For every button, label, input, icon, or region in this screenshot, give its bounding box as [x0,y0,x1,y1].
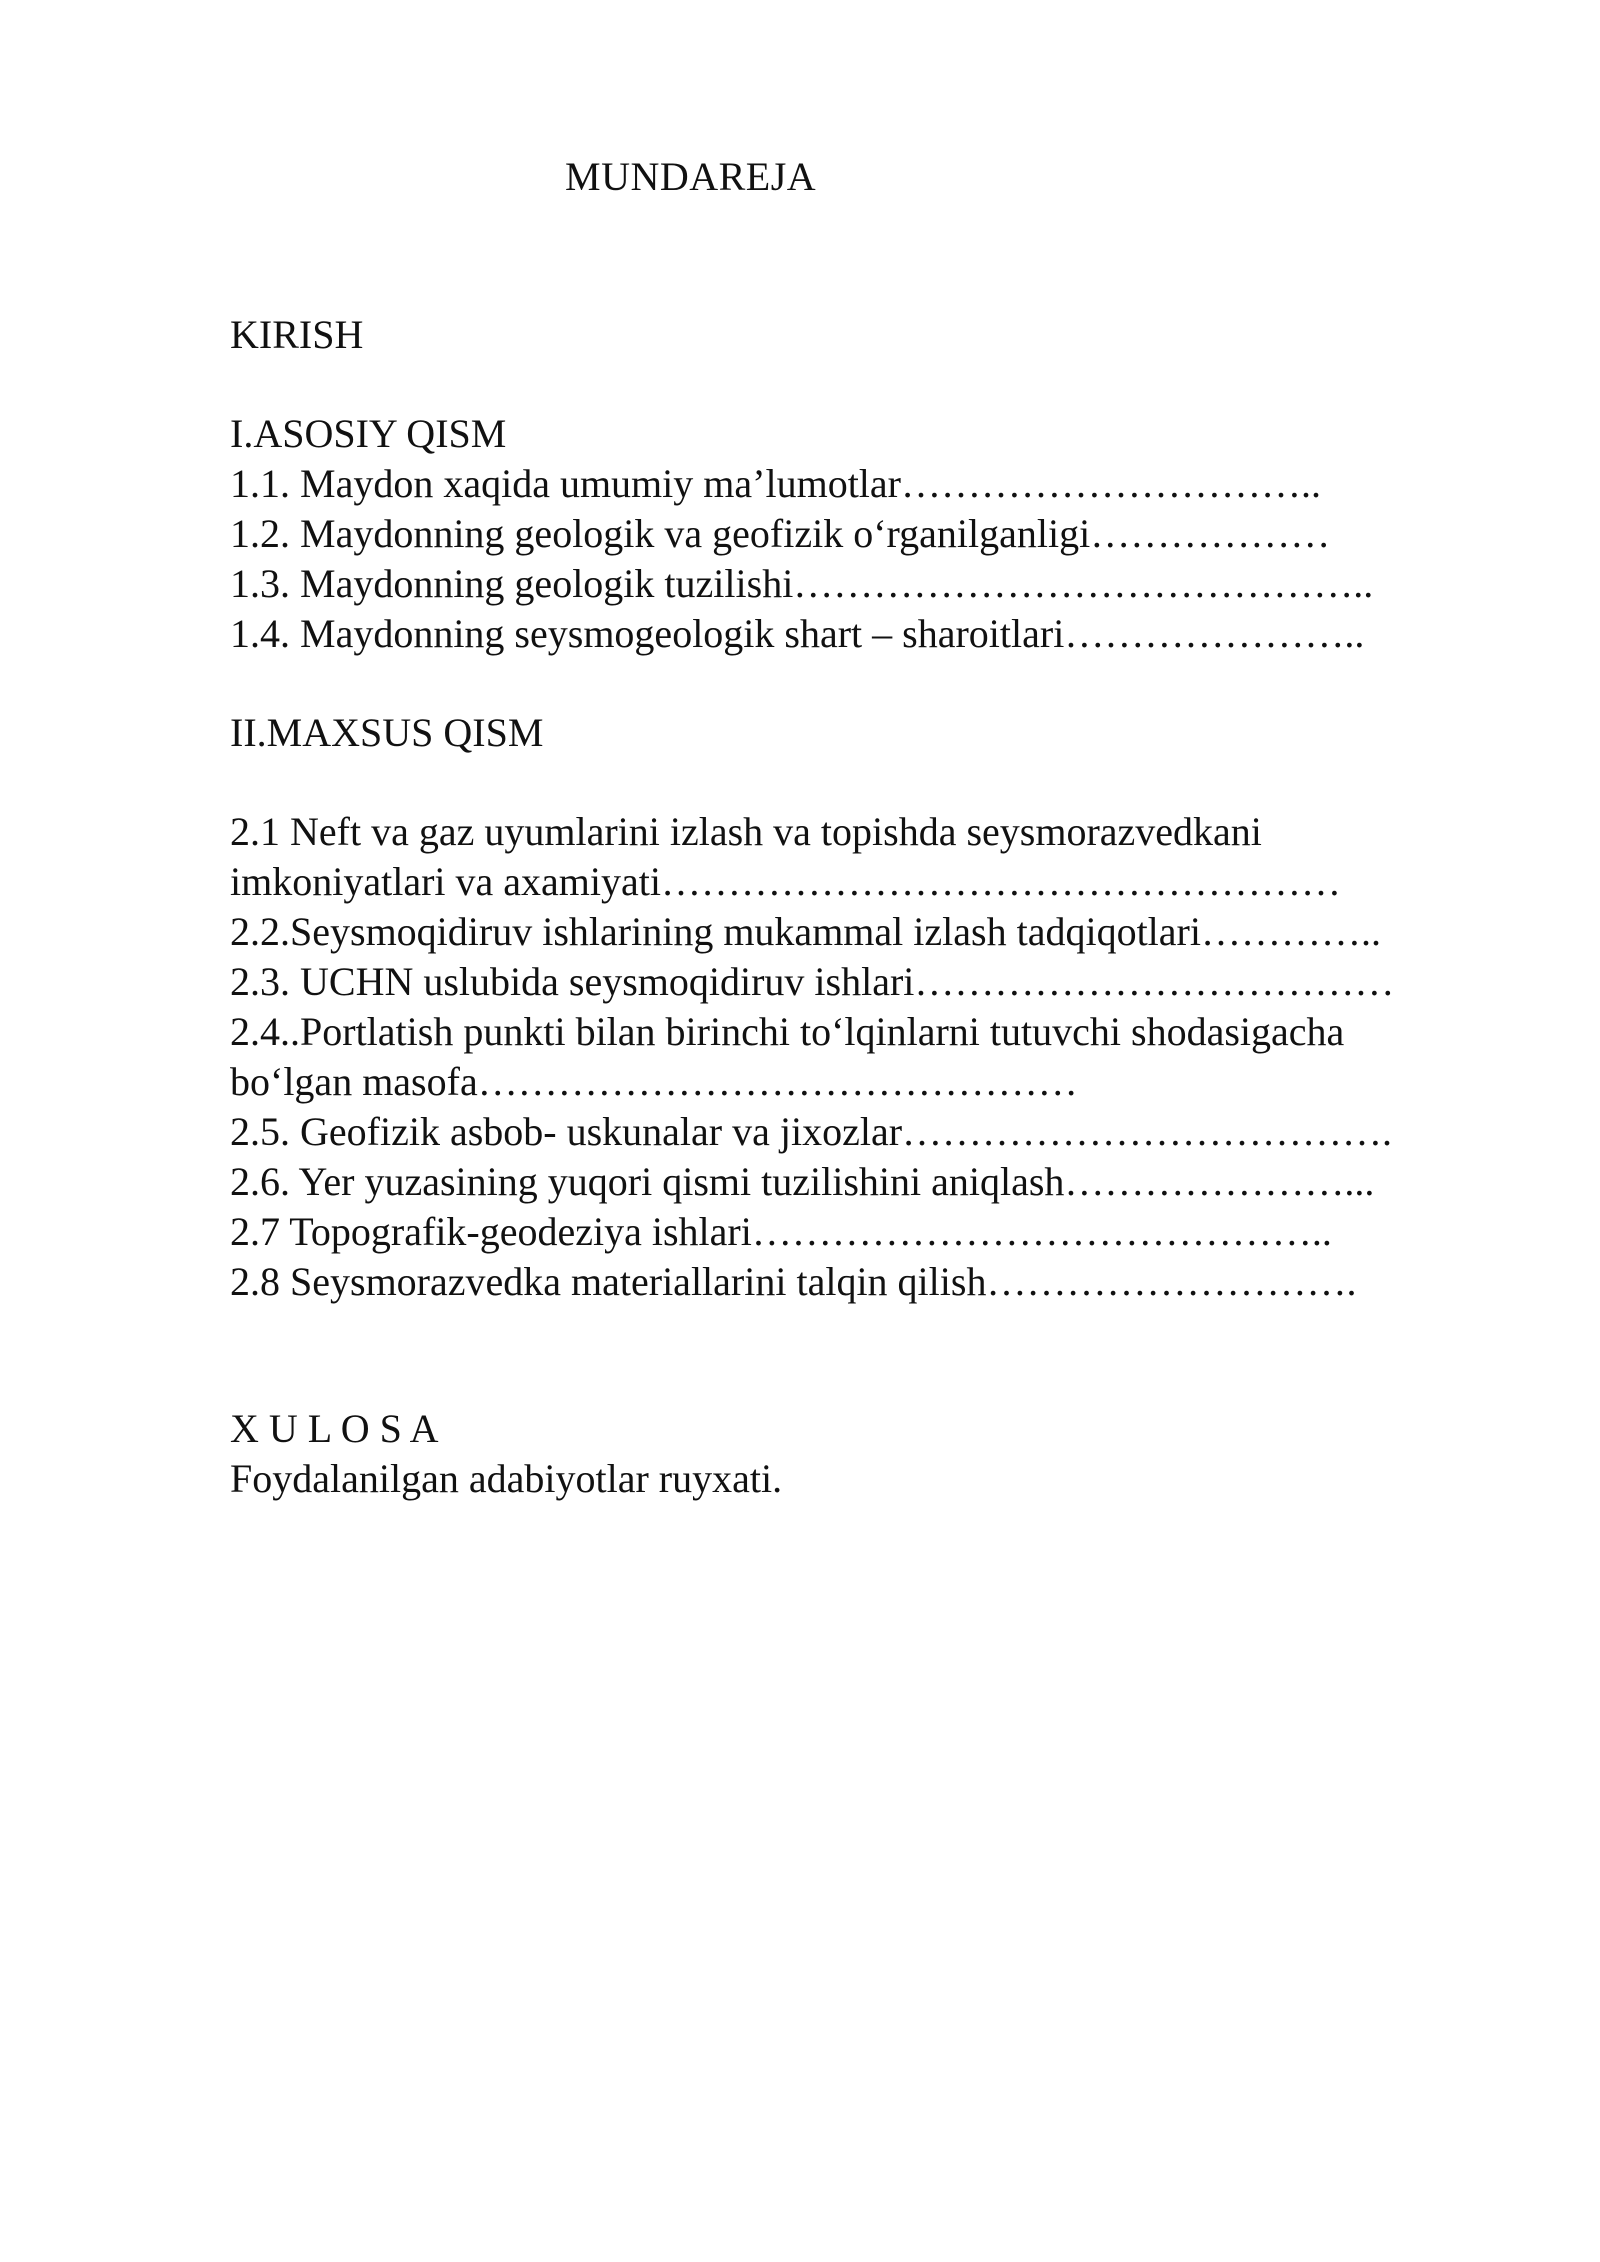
toc-item: 1.4. Maydonning seysmogeologik shart – sharoitlari………………….. [230,611,1365,656]
toc-item: 2.2.Seysmoqidiruv ishlarining mukammal izlash tadqiqotlari………….. [230,909,1381,954]
toc-item: 2.5. Geofizik asbob- uskunalar va jixozlar………………………………. [230,1109,1393,1154]
page-title: MUNDAREJA [565,154,817,199]
toc-intro: KIRISH [230,312,364,357]
toc-item: 2.1 Neft va gaz uyumlarini izlash va topishda seysmorazvedkani [230,809,1262,854]
toc-references: Foydalanilgan adabiyotlar ruyxati. [230,1456,783,1501]
toc-part2-heading: II.MAXSUS QISM [230,710,544,755]
toc-item: 2.4..Portlatish punkti bilan birinchi to‘lqinlarni tutuvchi shodasigacha [230,1009,1345,1054]
toc-item: 1.2. Maydonning geologik va geofizik o‘rganilganligi……………… [230,511,1331,556]
toc-conclusion: X U L O S A [230,1406,439,1451]
toc-item: 1.3. Maydonning geologik tuzilishi…………………………………….. [230,561,1374,606]
toc-item: 1.1. Maydon xaqida umumiy ma’lumotlar………………………….. [230,461,1321,506]
toc-item-continuation: imkoniyatlari va axamiyati…………………………………………… [230,859,1341,904]
toc-part1-heading: I.ASOSIY QISM [230,411,507,456]
toc-item-continuation: bo‘lgan masofa……………………………………… [230,1059,1078,1104]
toc-item: 2.7 Topografik-geodeziya ishlari…………………………………….. [230,1209,1332,1254]
toc-item: 2.8 Seysmorazvedka materiallarini talqin qilish………………………. [230,1259,1357,1304]
toc-item: 2.6. Yer yuzasining yuqori qismi tuzilishini aniqlash…………………... [230,1159,1375,1204]
toc-item: 2.3. UCHN uslubida seysmoqidiruv ishlari……………………………… [230,959,1395,1004]
